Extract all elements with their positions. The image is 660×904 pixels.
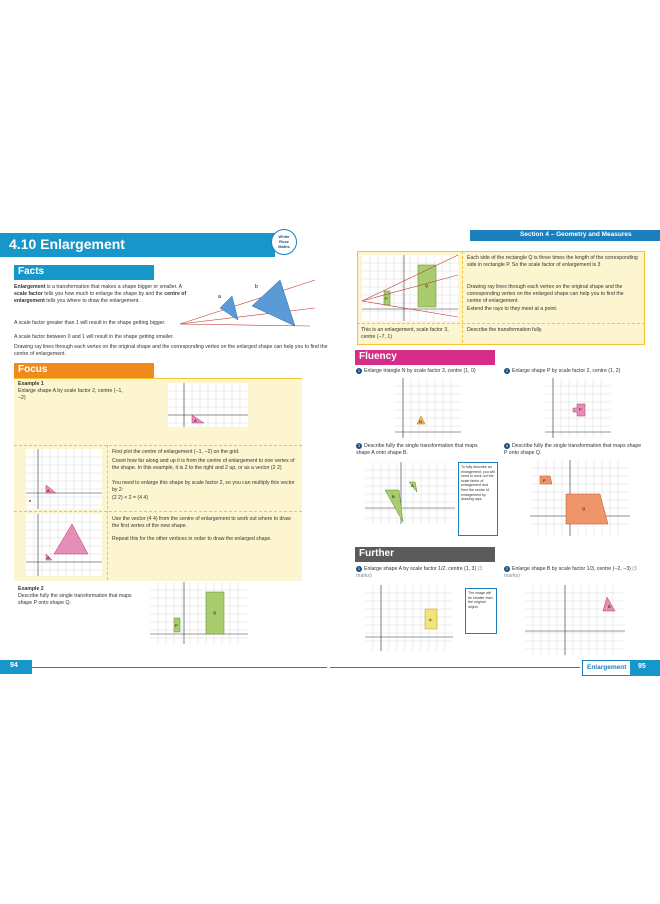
further-b-label: B <box>608 604 611 609</box>
step2-grid <box>26 514 102 576</box>
step1-text-a: First plot the centre of enlargement (−1, −2) on the grid. <box>112 449 240 455</box>
focus-column-divider <box>107 445 108 580</box>
focus-heading-bar <box>14 363 154 378</box>
diagram-label-b: b <box>255 284 258 290</box>
facts-paragraph-1: Enlargement is a transformation that makes a shape bigger or smaller. A scale factor tells you how much to enlarge the shape by and the centre of enlargement tells you where to draw the enlargement. <box>14 284 187 304</box>
example2-p-label: P <box>175 623 178 628</box>
fluency-heading: Fluency <box>359 351 397 362</box>
logo-line-2: Rose <box>279 239 289 244</box>
solution-text-3: Extend the rays to they meet at a point. <box>467 306 558 312</box>
left-page-number: 94 <box>10 662 18 669</box>
example2-grid <box>150 582 248 644</box>
fluency-q3-number: 3 <box>357 443 361 448</box>
solution-text-5: Describe the transformation fully. <box>467 327 543 333</box>
further-heading: Further <box>359 548 394 559</box>
fluency-q4-number: 4 <box>505 443 509 448</box>
focus-step-divider-2 <box>14 511 302 512</box>
focus-heading: Focus <box>18 364 48 375</box>
facts-heading: Facts <box>18 266 45 277</box>
fluency-q3-grid <box>365 462 455 524</box>
logo-line-1: White <box>278 234 290 239</box>
further-q2-text: Enlarge shape B by scale factor 1/3, centre (−2, −3) <box>512 566 631 572</box>
facts-paragraph-4: Drawing ray lines through each vertex on the original shape and the corresponding vertex on the enlarged shape can help you to find the centre of enlargement. <box>14 344 328 357</box>
step1-text-c: You need to enlarge this shape by scale factor 2, so you can multiply this vector by 2: <box>112 480 295 493</box>
fluency-q-label: Q <box>582 506 586 511</box>
facts-diagram <box>180 278 320 332</box>
fluency-q4 <box>504 443 644 457</box>
diagram-label-a: a <box>218 294 221 300</box>
fluency-q2 <box>504 368 654 375</box>
fluency-n-label: N <box>419 419 422 424</box>
fluency-p-label: P <box>579 407 582 412</box>
further-q1-marks: (3 marks) <box>356 566 483 579</box>
fluency-q4-grid <box>530 460 630 536</box>
fluency-q2-grid <box>545 378 611 438</box>
facts-paragraph-3: A scale factor between 0 and 1 will result in the shape getting smaller. <box>14 334 174 340</box>
right-footer-tab <box>582 660 632 676</box>
solution-p-label: P <box>385 296 388 301</box>
logo-line-3: Maths <box>278 244 290 249</box>
step2-text-b: Repeat this for the other vertices in order to draw the enlarged shape. <box>112 536 272 542</box>
further-a-label: A <box>429 617 432 622</box>
fluency-heading-bar <box>355 350 495 365</box>
fluency-p2-label: P <box>543 478 546 483</box>
chapter-title: 4.10 Enlargement <box>9 236 125 252</box>
solution-text-1: Each side of the rectangle Q is three times the length of the corresponding side in rectangle P. So the scale factor of enlargement is 3 <box>467 255 638 268</box>
fluency-q1-grid <box>395 378 461 438</box>
solution-row-divider <box>357 323 645 324</box>
section-header: Section 4 – Geometry and Measures <box>520 231 632 238</box>
fluency-q3 <box>356 443 491 457</box>
fluency-q2-number: 2 <box>505 368 509 373</box>
solution-grid <box>362 255 458 321</box>
fluency-q1-text: Enlarge triangle N by scale factor 3, centre (1, 0) <box>364 368 476 374</box>
focus-step-divider <box>14 445 302 446</box>
example2-q-label: Q <box>213 610 217 615</box>
example1-shape-label: A <box>194 418 197 423</box>
example2-text: Describe fully the single transformation that maps shape P onto shape Q. <box>18 593 132 606</box>
example2-title: Example 2 <box>18 586 44 592</box>
fluency-q3-text: Describe fully the single transformation that maps shape A onto shape B. <box>356 443 478 456</box>
further-q1-text: Enlarge shape A by scale factor 1/2, centre (1, 3) <box>364 566 477 572</box>
right-page-number: 95 <box>638 663 646 670</box>
example1-grid <box>168 383 248 427</box>
left-footer-line <box>32 667 327 668</box>
fluency-q1-number: 1 <box>357 368 361 373</box>
left-footer-bar <box>0 660 32 674</box>
step2-shape-label: A <box>47 555 50 560</box>
facts-paragraph-2: A scale factor greater than 1 will result in the shape getting bigger. <box>14 320 166 326</box>
fluency-b-label: B <box>392 494 395 499</box>
fluency-tip-box <box>458 462 498 536</box>
further-tip-box <box>465 588 497 634</box>
right-footer-line <box>330 667 580 668</box>
example1-title: Example 1 <box>18 381 44 387</box>
section-header-bar <box>470 230 660 241</box>
solution-q-label: Q <box>425 283 429 288</box>
further-q1-number: 1 <box>357 566 361 571</box>
facts-heading-bar <box>14 265 154 280</box>
further-q2-marks: (3 marks) <box>504 566 637 579</box>
facts-term: Enlargement <box>14 284 46 290</box>
left-title-bar <box>0 233 275 257</box>
step1-shape-label: A <box>47 488 50 493</box>
fluency-a-label: A <box>411 483 414 488</box>
step1-grid <box>26 449 102 509</box>
further-q2 <box>504 566 644 580</box>
fluency-q2-text: Enlarge shape P by scale factor 2, centre (1, 2) <box>512 368 621 374</box>
further-q2-number: 2 <box>505 566 509 571</box>
further-q1 <box>356 566 496 580</box>
solution-column-divider <box>462 251 463 343</box>
fluency-q4-text: Describe fully the single transformation that maps shape P onto shape Q. <box>504 443 642 456</box>
solution-text-2: Drawing ray lines through each vertex on the original shape and the corresponding vertex on the enlarged shape can help you to find the centre of enlargement. <box>467 284 624 304</box>
step1-text-d: (2 2) × 2 = (4 4) <box>112 495 149 501</box>
further-heading-bar <box>355 547 495 562</box>
further-q2-grid <box>525 585 625 655</box>
step2-text-a: Use the vector (4 4) from the centre of enlargement to work out where to draw the first vertex of the new shape. <box>112 516 291 529</box>
right-footer-page-box <box>630 660 660 676</box>
further-q1-grid <box>365 585 453 651</box>
footer-chapter-label: Enlargement <box>587 663 627 671</box>
example1-text: Enlarge shape A by scale factor 2, centre (−1, −2) <box>18 388 123 401</box>
fluency-tip-text: To fully describe an enlargement, you will need to work out the scale factor of enlargement and then the centre of enlargement by drawing rays. <box>461 465 495 502</box>
step1-text-b: Count how far along and up it is from the centre of enlargement to one vertex of the shape. In this example, it is 2 to the right and 2 up, or as a vector (2 2) <box>112 458 295 471</box>
white-rose-logo <box>271 229 297 255</box>
solution-text-4: This is an enlargement, scale factor 3, centre (−7, 1) <box>361 327 449 340</box>
further-tip-text: The image will be smaller than the original object. <box>468 591 493 609</box>
fluency-q1 <box>356 368 506 375</box>
